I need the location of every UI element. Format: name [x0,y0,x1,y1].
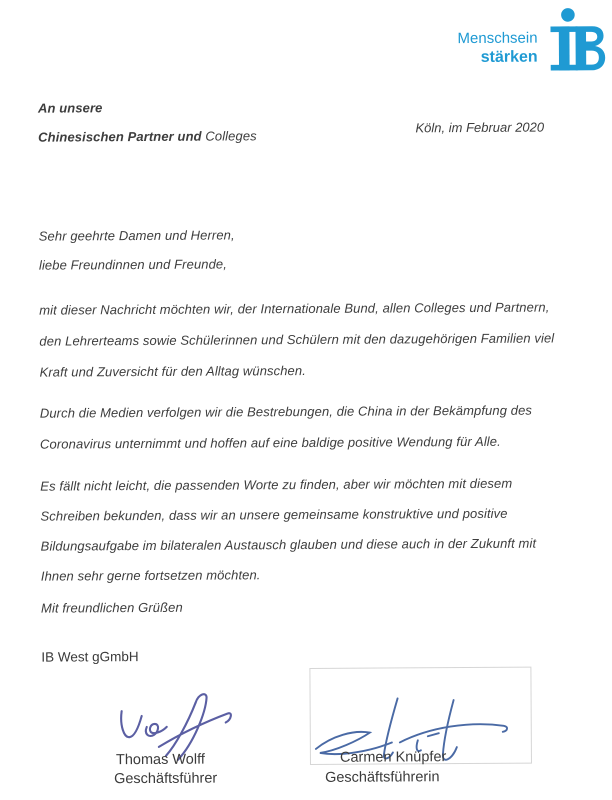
letter-line: Durch die Medien verfolgen wir die Bestrebungen, die China in der Bekämpfung des [39,402,533,421]
letter-line: mit dieser Nachricht möchten wir, der Internationale Bund, allen Colleges und Partnern, [39,299,550,318]
paragraph-3 [40,469,536,592]
letter-line: Sehr geehrte Damen und Herren, [38,227,235,244]
recipient-line1: An unsere [37,100,103,116]
signer-name: Thomas Wolff [115,751,205,769]
logo-tagline-line2: stärken [480,48,538,66]
logo-tagline-line1: Menschsein [457,29,538,48]
dateline: Köln, im Februar 2020 [415,119,545,136]
recipient-line2 [38,121,257,151]
recipient-block [38,92,257,151]
signer-title: Geschäftsführer [114,770,218,788]
letter-line: Ihnen sehr gerne fortsetzen möchten. [40,567,261,584]
closing-line: Mit freundlichen Grüßen [40,599,183,616]
letter-line: Coronavirus unternimmt und hoffen auf eine baldige positive Wendung für Alle. [39,433,501,452]
letter-line: Schreiben bekunden, dass wir an unsere gemeinsame konstruktive und positive [40,505,508,524]
ib-logo-icon [548,4,606,72]
recipient-line2-regular: Colleges [205,128,257,144]
letter-line: liebe Freundinnen und Freunde, [38,255,227,273]
paragraph-2 [40,395,533,460]
signer-title: Geschäftsführerin [325,769,440,786]
company-name: IB West gGmbH [41,649,139,665]
letter-line: Es fällt nicht leicht, die passenden Worte zu finden, aber wir möchten mit diesem [40,475,513,494]
salutation [39,221,235,279]
letter-line: den Lehrerteams sowie Schülerinnen und Schülern mit den dazugehörigen Familien viel [39,330,555,349]
recipient-line2-bold: Chinesischen Partner und [38,128,206,145]
logo-tagline [457,29,537,67]
signer-name: Carmen Knüpfer [339,749,447,766]
paragraph-1 [39,291,554,387]
letter-line: Kraft und Zuversicht für den Alltag wünschen. [39,362,306,380]
letter-line: Bildungsaufgabe im bilateralen Austausch glauben und diese auch in der Zukunft mit [40,535,537,554]
